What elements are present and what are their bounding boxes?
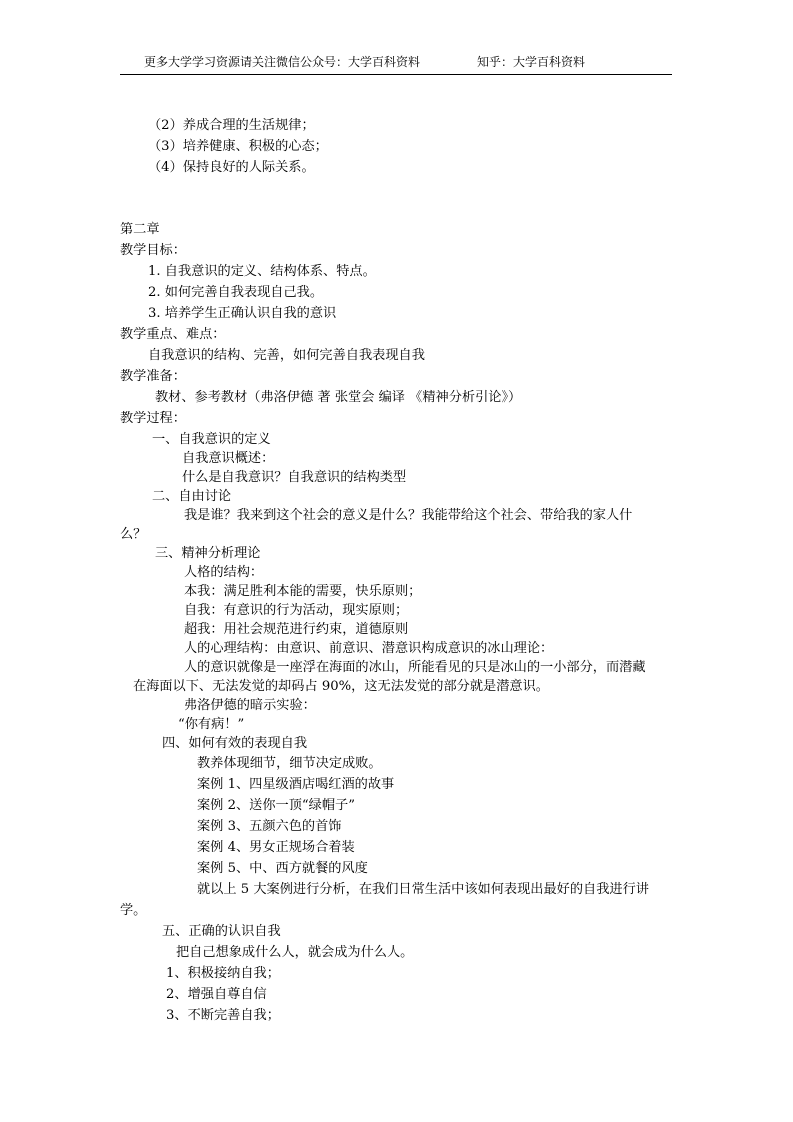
page-header bbox=[120, 52, 672, 72]
text-line: 人的意识就像是一座浮在海面的冰山，所能看见的只是冰山的一小部分，而潜藏 bbox=[184, 660, 646, 675]
section-heading: 教学重点、难点： bbox=[120, 327, 226, 342]
list-item: 3、不断完善自我； bbox=[166, 1008, 280, 1023]
list-item: 案例 1、四星级酒店喝红酒的故事 bbox=[197, 777, 395, 792]
text-line: 人格的结构： bbox=[184, 565, 264, 580]
subsection-heading: 四、如何有效的表现自我 bbox=[162, 736, 308, 751]
text-line: （2）养成合理的生活规律； bbox=[148, 118, 315, 133]
section-heading: 教学准备： bbox=[120, 369, 186, 384]
list-item: 1. 自我意识的定义、结构体系、特点。 bbox=[148, 264, 376, 279]
section-heading: 教学目标： bbox=[120, 243, 186, 258]
text-line: 超我：用社会规范进行约束，道德原则 bbox=[184, 622, 409, 637]
text-line: 本我：满足胜利本能的需要，快乐原则； bbox=[184, 584, 422, 599]
header-wechat-text: 更多大学学习资源请关注微信公众号：大学百科资料 bbox=[144, 55, 421, 69]
text-line: 我是谁？我来到这个社会的意义是什么？我能带给这个社会、带给我的家人什 bbox=[184, 508, 633, 523]
header-zhihu-text: 知乎：大学百科资料 bbox=[477, 55, 586, 69]
text-line: 教养体现细节，细节决定成败。 bbox=[197, 756, 382, 771]
list-item: 案例 3、五颜六色的首饰 bbox=[197, 819, 342, 834]
subsection-heading: 三、精神分析理论 bbox=[155, 546, 261, 561]
subsection-heading: 二、自由讨论 bbox=[152, 489, 232, 504]
chapter-title: 第二章 bbox=[120, 222, 160, 237]
section-heading: 教学过程： bbox=[120, 411, 186, 426]
list-item: 案例 5、中、西方就餐的风度 bbox=[197, 861, 368, 876]
list-item: 1、积极接纳自我； bbox=[166, 966, 280, 981]
text-line: 学。 bbox=[120, 903, 147, 918]
list-item: 2. 如何完善自我表现自己我。 bbox=[148, 285, 324, 300]
list-item: 3. 培养学生正确认识自我的意识 bbox=[148, 306, 337, 321]
text-line: 什么是自我意识？自我意识的结构类型 bbox=[182, 470, 407, 485]
text-line: 人的心理结构：由意识、前意识、潜意识构成意识的冰山理论： bbox=[184, 641, 554, 656]
text-line: 自我：有意识的行为活动，现实原则； bbox=[184, 603, 409, 618]
list-item: 2、增强自尊自信 bbox=[166, 987, 267, 1002]
text-line: “你有病！” bbox=[178, 717, 245, 732]
text-line: （3）培养健康、积极的心态； bbox=[148, 139, 328, 154]
text-line: 自我意识的结构、完善，如何完善自我表现自我 bbox=[148, 348, 425, 363]
text-line: 就以上 5 大案例进行分析，在我们日常生活中该如何表现出最好的自我进行讲 bbox=[197, 882, 649, 897]
subsection-heading: 一、自我意识的定义 bbox=[152, 432, 271, 447]
header-divider bbox=[120, 74, 672, 75]
text-line: 在海面以下、无法发觉的却码占 90%，这无法发觉的部分就是潜意识。 bbox=[133, 679, 549, 694]
text-line: 弗洛伊德的暗示实验： bbox=[184, 698, 316, 713]
text-line: 教材、参考教材（弗洛伊德 著 张堂会 编译 《精神分析引论》） bbox=[155, 390, 522, 405]
subsection-heading: 五、正确的认识自我 bbox=[162, 924, 281, 939]
list-item: 案例 4、男女正规场合着装 bbox=[197, 840, 355, 855]
text-line: 么？ bbox=[120, 527, 147, 542]
text-line: （4）保持良好的人际关系。 bbox=[148, 160, 315, 175]
text-line: 自我意识概述： bbox=[182, 451, 275, 466]
list-item: 案例 2、送你一顶“绿帽子” bbox=[197, 798, 355, 813]
text-line: 把自己想象成什么人，就会成为什么人。 bbox=[176, 945, 414, 960]
